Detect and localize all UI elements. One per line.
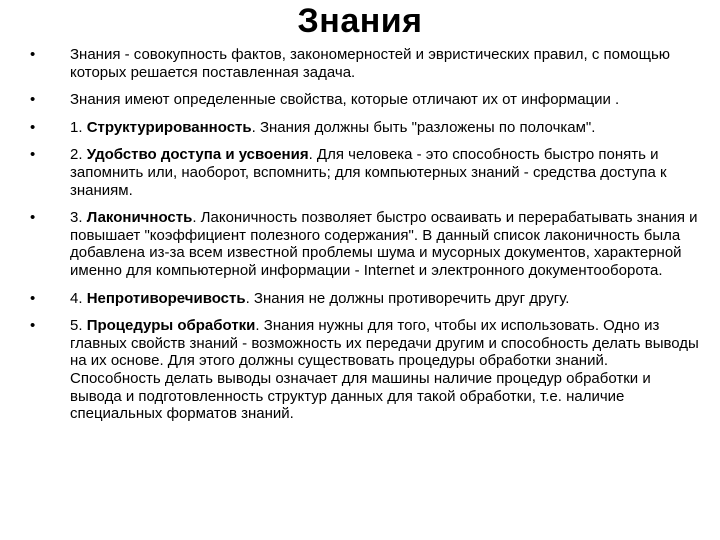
item-term: Процедуры обработки: [86, 317, 256, 335]
item-text: . Для человека - это способность быстро понять и запомнить или, наоборот, вспомнить; для компьютерных знаний - средства доступа к знаниям.: [70, 146, 667, 199]
list-item: [30, 91, 702, 109]
item-text: . Знания нужны для того, чтобы их использовать. Одно из главных свойств знаний - возможность их передачи другим и способность делать выводы на их основе. Для этого должны существовать процедуры обработки знаний. Способность делать выводы означает для машины наличие процедур обработки и вывода и подготовленность структур данных для такой обработки, т.е. наличие специальных форматов знаний.: [70, 317, 699, 423]
bullet-icon: •: [30, 46, 36, 63]
list-item: [30, 317, 702, 423]
bullet-icon: •: [30, 209, 36, 227]
item-number: 1.: [70, 118, 87, 136]
item-number: 4.: [70, 289, 87, 307]
item-number: 5.: [70, 317, 87, 335]
item-number: 3.: [70, 209, 87, 227]
list-item: [30, 290, 702, 308]
bullet-icon: •: [30, 289, 36, 307]
bullet-icon: •: [30, 118, 36, 136]
item-text: . Знания должны быть "разложены по полочкам".: [251, 118, 596, 136]
item-term: Структурированность: [86, 118, 252, 136]
item-text: . Знания не должны противоречить друг другу.: [245, 289, 570, 307]
item-text: . Лаконичность позволяет быстро осваивать и перерабатывать знания и повышает "коэффициент полезного содержания". В данный список лаконичность была добавлена из-за всем известной проблемы шума и мусорных документов, характерной именно для компьютерной информации - Internet и электронного документооборота.: [70, 209, 698, 279]
bullet-icon: •: [30, 91, 36, 109]
item-term: Лаконичность: [86, 209, 193, 227]
list-item: [30, 119, 702, 137]
bullet-list: [30, 46, 702, 433]
list-item: [30, 146, 702, 199]
item-text: Знания имеют определенные свойства, которые отличают их от информации .: [70, 91, 620, 109]
item-text: Знания - совокупность фактов, закономерностей и эвристических правил, с помощью которых решается поставленная задача.: [70, 46, 671, 81]
item-number: 2.: [70, 146, 87, 164]
bullet-icon: •: [30, 317, 36, 335]
item-term: Удобство доступа и усвоения: [86, 146, 309, 164]
slide-title: Знания: [297, 2, 423, 40]
item-term: Непротиворечивость: [86, 289, 246, 307]
list-item: [30, 46, 702, 81]
list-item: [30, 209, 702, 279]
bullet-icon: •: [30, 146, 36, 164]
